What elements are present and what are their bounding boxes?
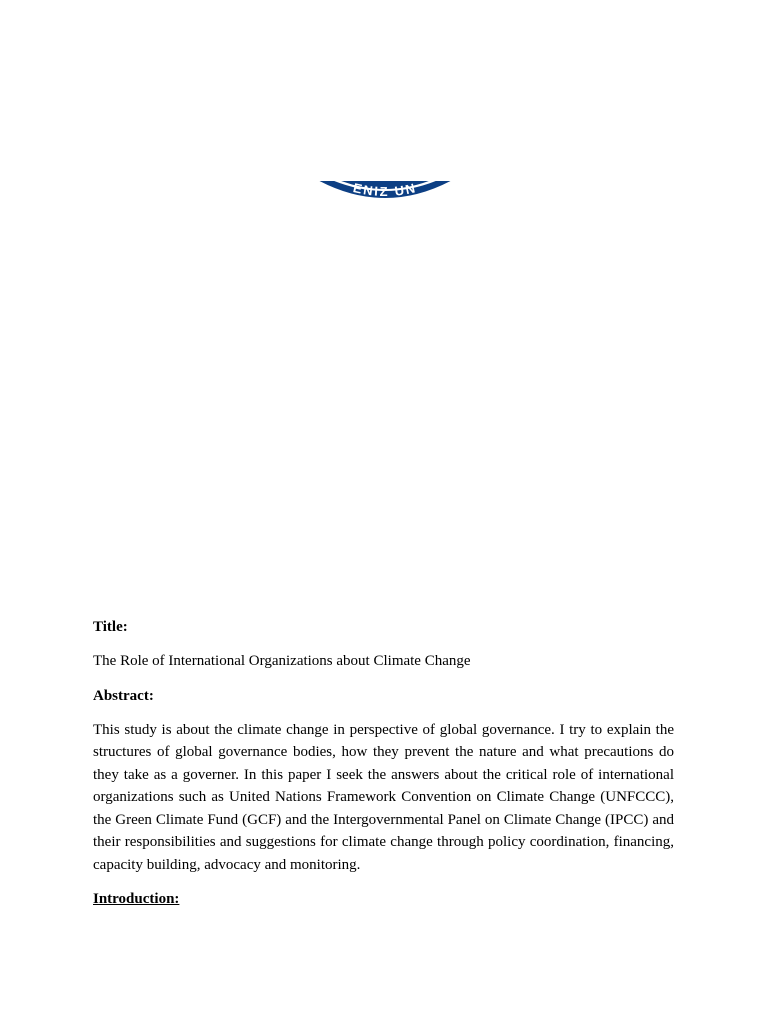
logo-arc-text: ENIZ UN: [351, 180, 419, 200]
title-text: The Role of International Organizations about Climate Change: [93, 653, 471, 669]
abstract-heading: Abstract:: [93, 687, 154, 704]
introduction-heading: Introduction:: [93, 891, 180, 907]
document-body: [93, 616, 674, 910]
university-seal-icon: [298, 176, 472, 210]
title-heading: Title:: [93, 619, 128, 635]
abstract-text: This study is about the climate change in perspective of global governance. I try to explain the structures of global governance bodies, how they prevent the nature and what precautions do they take as a governer. In this paper I seek the answers about the critical role of international organizations such as United Nations Framework Convention on Climate Change (UNFCCC), the Green Climate Fund (GCF) and the Intergovernmental Panel on Climate Change (IPCC) and their responsibilities and suggestions for climate change through policy coordination, financing, capacity building, advocacy and monitoring.: [93, 721, 674, 873]
